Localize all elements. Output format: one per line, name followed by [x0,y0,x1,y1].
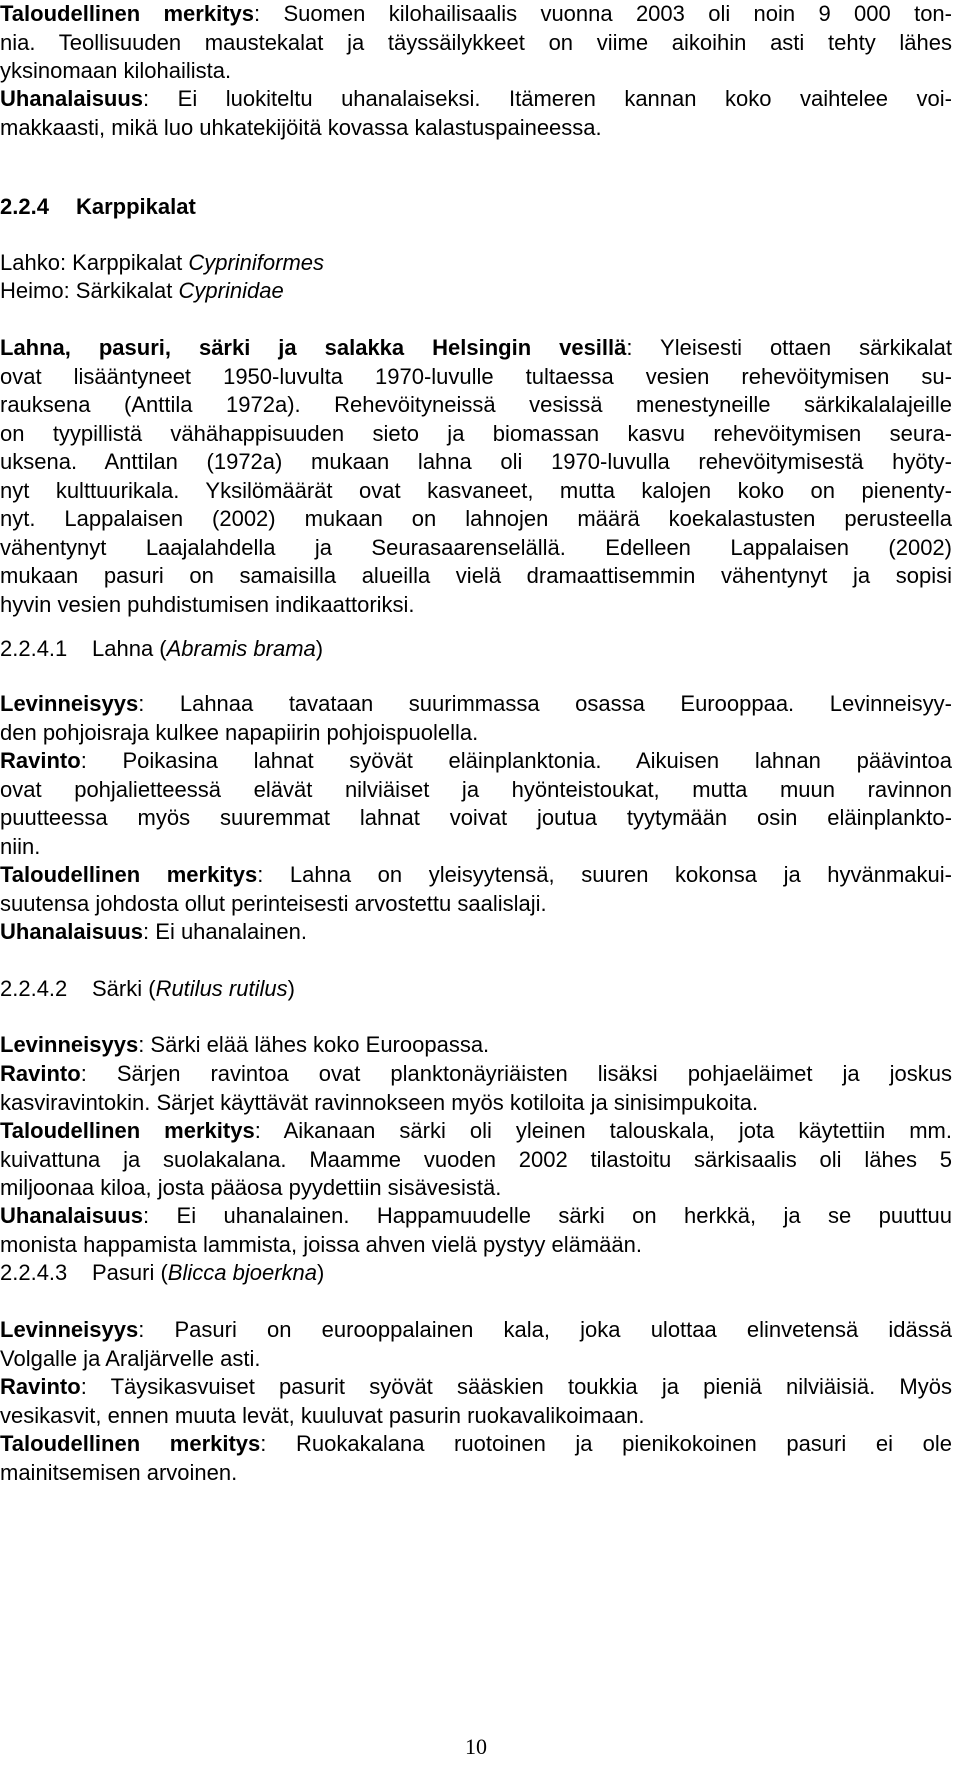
text-line: Volgalle ja Araljärvelle asti. [0,1345,261,1371]
text-line: hyvin vesien puhdistumisen indikaattoriksi. [0,591,415,617]
text-line: : Lahnaa tavataan suurimmassa osassa Eurooppaa. Levinneisyy- [138,691,952,716]
paragraph-kilohaili-economic [0,0,952,86]
text-line: kuivattuna ja suolakalana. Maamme vuoden 2002 tilastoitu särkisaalis oli lähes 5 [0,1146,952,1172]
text-line: ovat pohjalietteessä elävät nilviäiset ja hyönteistoukat, mutta muun ravinnon [0,776,952,802]
text-line: yksinomaan kilohailista. [0,58,232,83]
text-line: makkaasti, mikä luo uhkatekijöitä kovassa kalastuspaineessa. [0,114,602,140]
paren-close: ) [316,1260,325,1285]
paragraph-sarki-threat [0,1202,952,1259]
paren-close: ) [315,636,324,661]
section-heading [0,193,196,222]
text-line: niin. [0,833,41,859]
species-latin: Rutilus rutilus [155,976,288,1001]
label-economic: Taloudellinen merkitys [0,1431,261,1456]
species-latin: Abramis brama [166,636,316,661]
text-line: : Ei uhanalainen. Happamuudelle särki on herkkä, ja se puuttuu [143,1203,952,1228]
text-line: : Ei uhanalainen. [143,919,307,944]
taxonomy-order [0,249,324,278]
text-line: nyt. Lappalaisen (2002) mukaan on lahnojen määrä koekalastusten perusteella [0,506,952,531]
page-number: 10 [465,1734,487,1759]
species-name: Lahna ( [92,636,167,661]
text-line: nyt kulttuurikala. Yksilömäärät ovat kasvaneet, mutta kalojen koko on pienenty- [0,477,952,503]
family-label: Heimo: Särkikalat [0,278,179,303]
text-line: den pohjoisraja kulkee napapiirin pohjoispuolella. [0,719,479,745]
text-line: ovat lisääntyneet 1950-luvulta 1970-luvulle tultaessa vesien rehevöitymisen su- [0,363,952,389]
label-economic: Taloudellinen merkitys [0,1118,255,1143]
paragraph-pasuri-diet [0,1373,952,1430]
text-line: uksena. Anttilan (1972a) mukaan lahna oli 1970-luvulla rehevöitymisestä hyöty- [0,449,952,474]
text-line: : Lahna on yleisyytensä, suuren kokonsa ja hyvänmakui- [257,862,952,887]
species-latin: Blicca bjoerkna [167,1260,317,1285]
text-line: : Pasuri on eurooppalainen kala, joka ulottaa elinvetensä idässä [138,1317,952,1342]
paragraph-pasuri-distribution [0,1316,952,1373]
label-distribution: Levinneisyys [0,1032,139,1057]
paragraph-kilohaili-threat [0,85,952,142]
text-line: suutensa johdosta ollut perinteisesti arvostettu saalislaji. [0,890,547,916]
order-label: Lahko: Karppikalat [0,250,189,275]
section-number: 2.2.4 [0,194,49,219]
text-line: : Aikanaan särki oli yleinen talouskala, jota käytettiin mm. [254,1118,952,1143]
species-name: Särki ( [92,976,156,1001]
paragraph-sarki-distribution [0,1031,952,1060]
taxonomy-family [0,277,284,306]
subsection-number: 2.2.4.3 [0,1260,68,1285]
text-line: miljoonaa kiloa, josta pääosa pyydettiin sisävesistä. [0,1175,502,1200]
text-line: : Yleisesti ottaen särkikalat [626,335,952,360]
section-title: Karppikalat [76,194,196,219]
family-latin: Cyprinidae [178,278,284,303]
label-diet: Ravinto [0,748,81,773]
text-line: : Särki elää lähes koko Euroopassa. [138,1032,490,1057]
label-diet: Ravinto [0,1374,81,1399]
label-helsinki: Lahna, pasuri, särki ja salakka Helsingin vesillä [0,335,627,360]
text-line: : Särjen ravintoa ovat planktonäyriäisten lisäksi pohjaeläimet ja joskus [80,1061,952,1086]
subsection-number: 2.2.4.1 [0,636,68,661]
text-line: kasviravintokin. Särjet käyttävät ravinnokseen myös kotiloita ja sinisimpukoita. [0,1089,759,1115]
text-line: : Ei luokiteltu uhanalaiseksi. Itämeren kannan koko vaihtelee voi- [143,86,952,111]
text-line: puutteessa myös suuremmat lahnat voivat joutua tyytymään osin eläinplankto- [0,805,952,830]
text-line: on tyypillistä vähähappisuuden sieto ja biomassan kasvu rehevöitymisen seura- [0,420,952,446]
paragraph-lahna-distribution [0,690,952,747]
paragraph-pasuri-economic [0,1430,952,1487]
text-line: mainitsemisen arvoinen. [0,1459,238,1485]
text-line: mukaan pasuri on samaisilla alueilla vielä dramaattisemmin vähentynyt ja sopisi [0,563,952,588]
subsection-number: 2.2.4.2 [0,976,68,1001]
paragraph-sarki-diet [0,1060,952,1117]
text-line: rauksena (Anttila 1972a). Rehevöityneissä vesissä menestyneille särkikalalajeille [0,392,952,417]
paragraph-lahna-economic [0,861,952,918]
text-line: : Ruokakalana ruotoinen ja pienikokoinen pasuri ei ole [260,1431,952,1456]
text-line: : Suomen kilohailisaalis vuonna 2003 oli noin 9 000 ton- [254,1,952,26]
subsection-heading-pasuri [0,1259,324,1288]
label-threat: Uhanalaisuus [0,919,144,944]
subsection-heading-lahna [0,635,323,664]
paragraph-lahna-threat [0,918,952,947]
paragraph-sarki-economic [0,1117,952,1203]
paragraph-helsinki [0,334,952,619]
text-line: vähentynyt Laajalahdella ja Seurasaarenselällä. Edelleen Lappalaisen (2002) [0,534,952,560]
subsection-heading-sarki [0,975,295,1004]
label-distribution: Levinneisyys [0,1317,139,1342]
label-threat: Uhanalaisuus [0,1203,144,1228]
label-economic: Taloudellinen merkitys [0,1,254,26]
text-line: : Täysikasvuiset pasurit syövät sääskien toukkia ja pieniä nilviäisiä. Myös [80,1374,952,1399]
label-economic: Taloudellinen merkitys [0,862,258,887]
paragraph-lahna-diet [0,747,952,861]
label-distribution: Levinneisyys [0,691,139,716]
paren-close: ) [287,976,295,1001]
label-diet: Ravinto [0,1061,81,1086]
text-line: monista happamista lammista, joissa ahven vielä pystyy elämään. [0,1231,642,1257]
label-threat: Uhanalaisuus [0,86,144,111]
text-line: vesikasvit, ennen muuta levät, kuuluvat pasurin ruokavalikoimaan. [0,1402,645,1428]
order-latin: Cypriniformes [188,250,325,275]
species-name: Pasuri ( [92,1260,168,1285]
text-line: : Poikasina lahnat syövät eläinplanktonia. Aikuisen lahnan päävintoa [80,748,952,773]
text-line: nia. Teollisuuden maustekalat ja täyssäilykkeet on viime aikoihin asti tehty lähes [0,29,952,55]
